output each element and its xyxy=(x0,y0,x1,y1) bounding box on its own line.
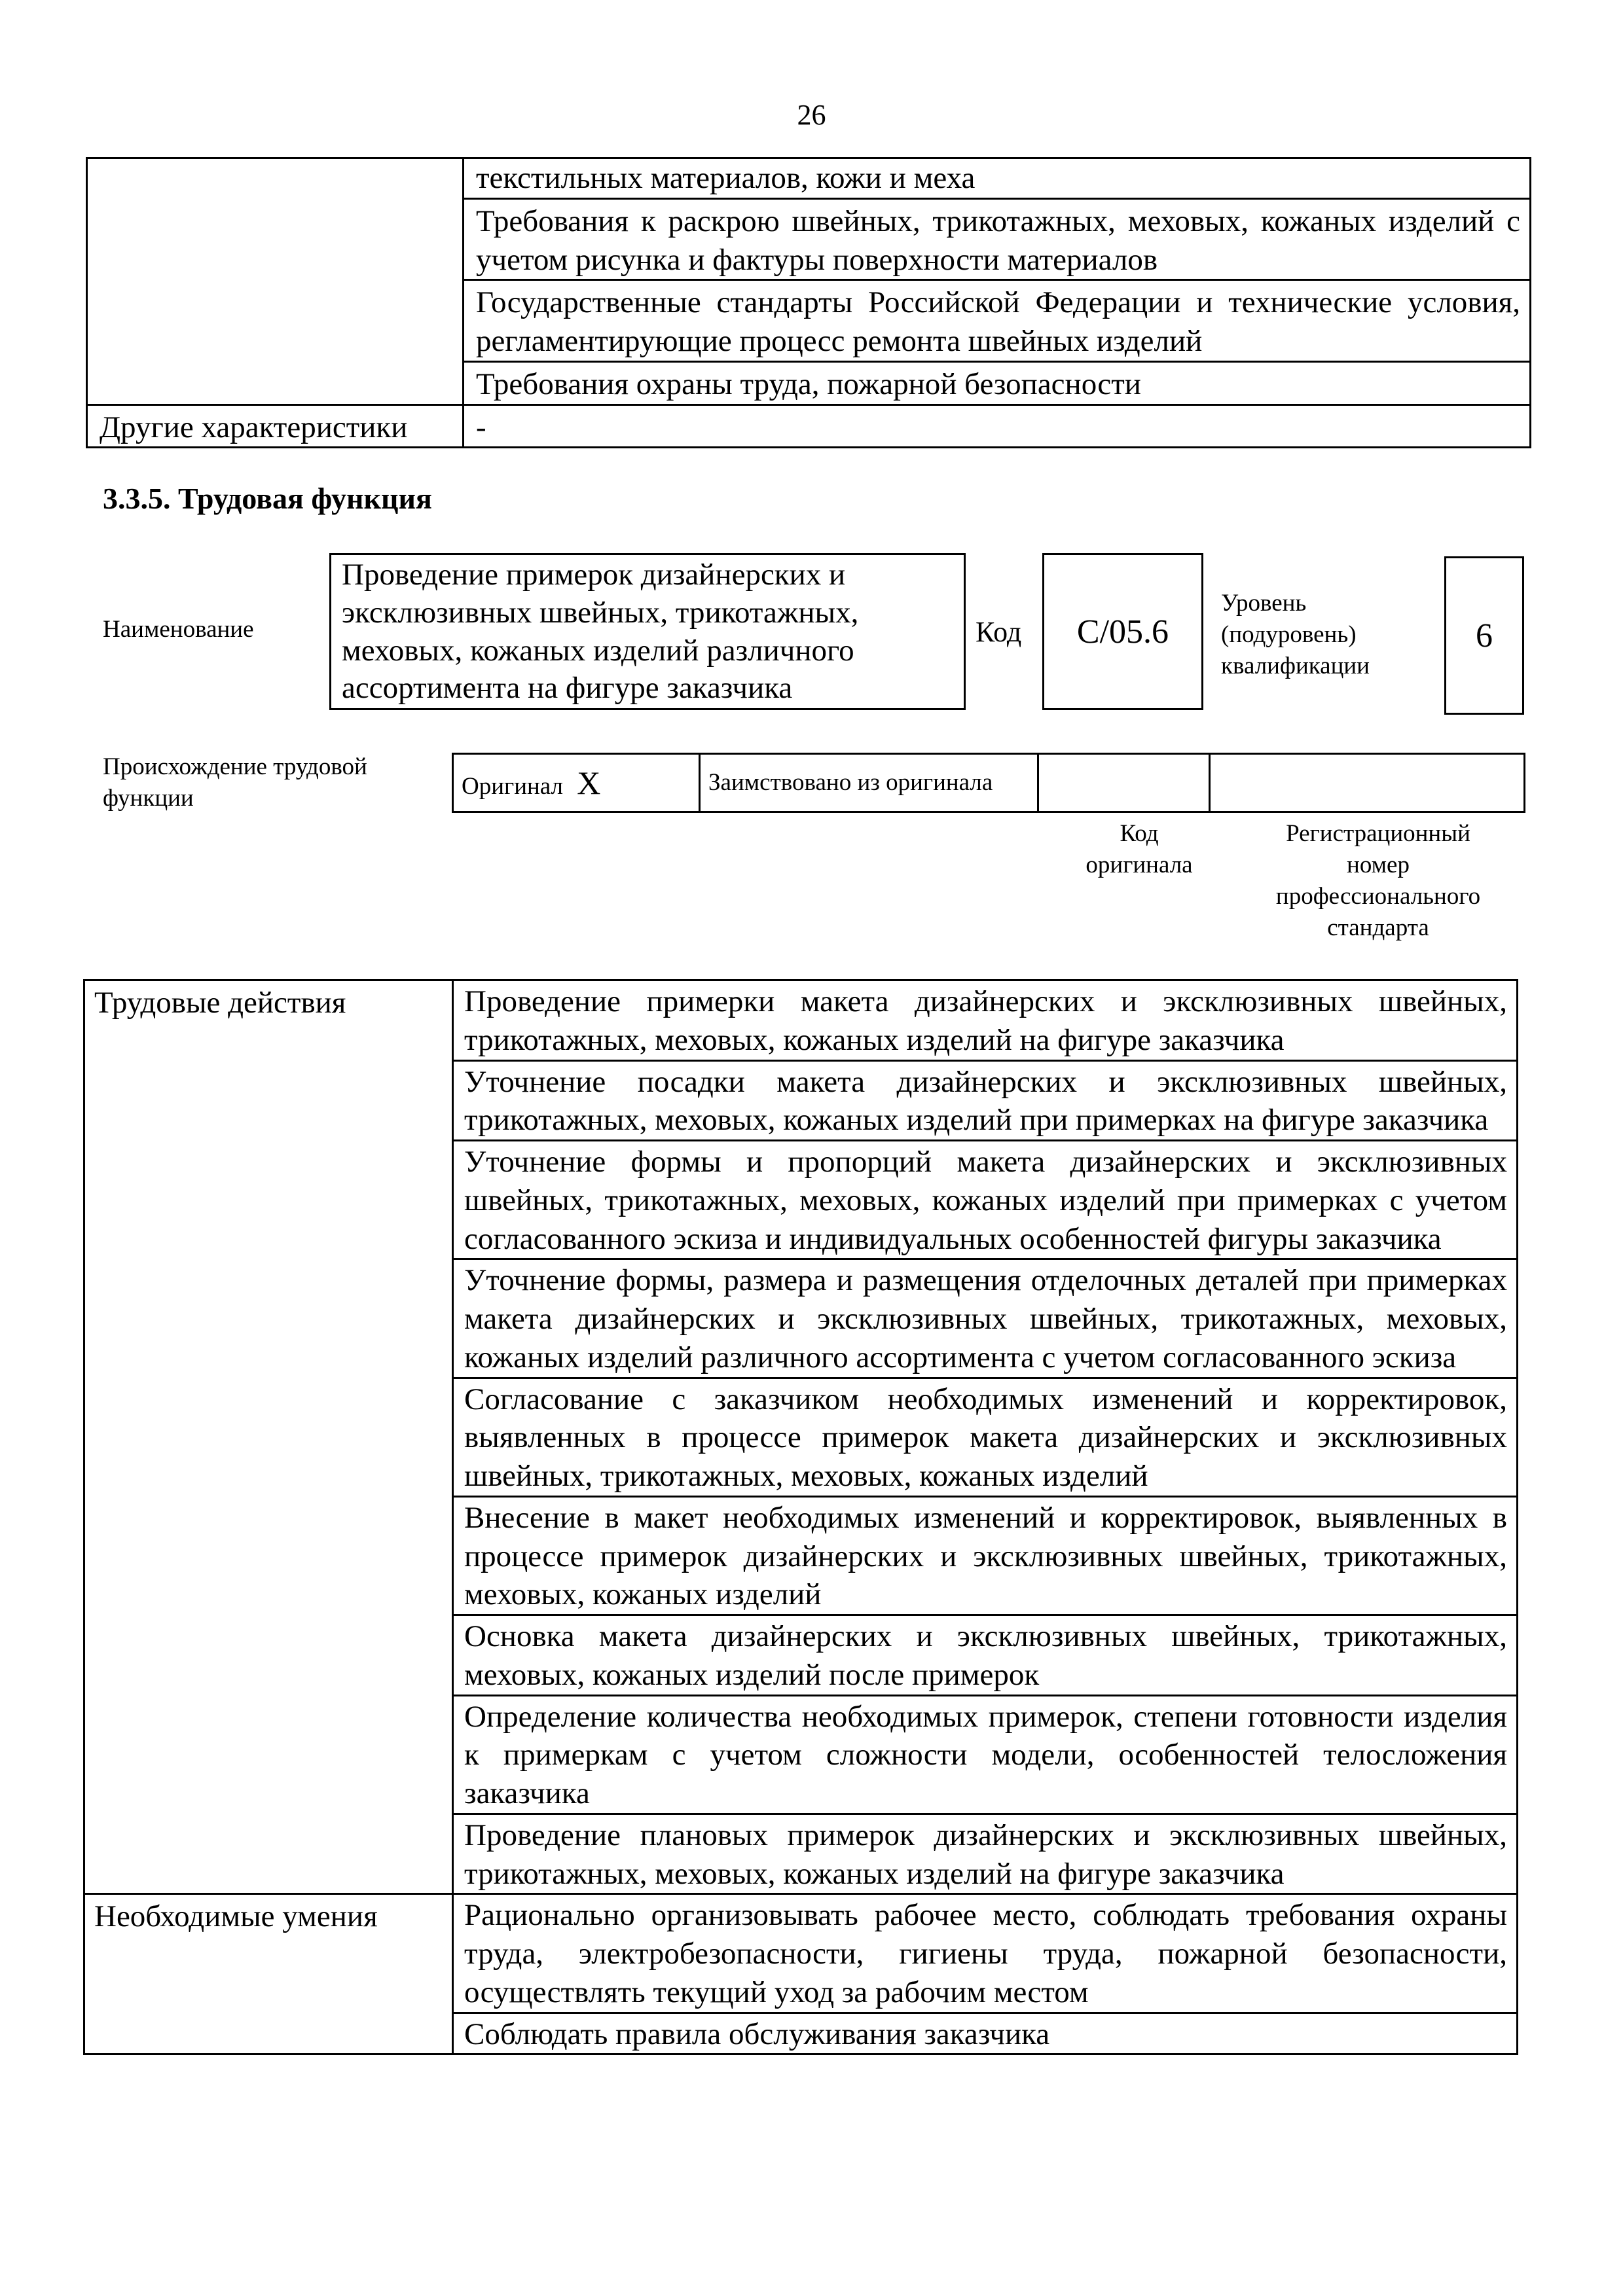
other-characteristics-value: - xyxy=(464,404,1531,448)
knowledge-table-continued xyxy=(86,157,1531,448)
caption-line: Код xyxy=(1120,820,1159,847)
origin-label xyxy=(103,751,367,814)
caption-line: профессионального xyxy=(1275,883,1481,910)
caption-line: стандарта xyxy=(1327,914,1429,942)
table-row: Проведение примерки макета дизайнерских и эксклюзивных швейных, трикотажных, меховых, кожаных изделий на фигуре заказчика xyxy=(453,980,1518,1061)
required-skills-label: Необходимые умения xyxy=(84,1894,453,2054)
qualification-level: 6 xyxy=(1444,556,1524,715)
other-characteristics-label: Другие характеристики xyxy=(87,404,464,448)
table-row: Согласование с заказчиком необходимых изменений и корректировок, выявленных в процессе примерок макета дизайнерских и эксклюзивных швейных, трикотажных, меховых, кожаных изделий xyxy=(453,1378,1518,1496)
caption-line: оригинала xyxy=(1085,852,1193,879)
caption-line: номер xyxy=(1347,852,1410,879)
caption-line: Регистрационный xyxy=(1286,820,1470,847)
table-row: Уточнение формы и пропорций макета дизайнерских и эксклюзивных швейных, трикотажных, меховых, кожаных изделий при примерках с учетом согласованного эскиза и индивидуальных особенностей фигуры заказчика xyxy=(453,1141,1518,1259)
name-label: Наименование xyxy=(103,616,254,643)
labor-actions-label: Трудовые действия xyxy=(84,980,453,1894)
origin-table xyxy=(452,753,1525,813)
page-number: 26 xyxy=(797,99,826,131)
labor-actions-table xyxy=(83,979,1518,2055)
table-row: Внесение в макет необходимых изменений и корректировок, выявленных в процессе примерок дизайнерских и эксклюзивных швейных, трикотажных, меховых, кожаных изделий xyxy=(453,1496,1518,1615)
function-code: С/05.6 xyxy=(1042,553,1203,710)
table-row: Соблюдать правила обслуживания заказчика xyxy=(453,2013,1518,2054)
level-label-line: квалификации xyxy=(1221,653,1370,680)
table-row: текстильных материалов, кожи и меха xyxy=(464,158,1531,199)
origin-label-line: Происхождение трудовой xyxy=(103,753,367,780)
level-label xyxy=(1221,588,1370,682)
table-row: Требования к раскрою швейных, трикотажных, меховых, кожаных изделий с учетом рисунка и фактуры поверхности материалов xyxy=(464,198,1531,280)
table-row: Уточнение посадки макета дизайнерских и эксклюзивных швейных, трикотажных, меховых, кожаных изделий при примерках на фигуре заказчика xyxy=(453,1060,1518,1141)
original-mark: X xyxy=(577,764,601,801)
table-row: Основка макета дизайнерских и эксклюзивных швейных, трикотажных, меховых, кожаных изделий после примерок xyxy=(453,1615,1518,1696)
function-name: Проведение примерок дизайнерских и эксклюзивных швейных, трикотажных, меховых, кожаных изделий различного ассортимента на фигуре заказчика xyxy=(329,553,966,710)
level-label-line: Уровень xyxy=(1221,590,1307,617)
table-row: Государственные стандарты Российской Федерации и технические условия, регламентирующие процесс ремонта швейных изделий xyxy=(464,280,1531,362)
table-row: Рационально организовывать рабочее место, соблюдать требования охраны труда, электробезопасности, гигиены труда, пожарной безопасности, осуществлять текущий уход за рабочим местом xyxy=(453,1894,1518,2013)
registration-number-cell xyxy=(1210,754,1525,812)
original-code-cell xyxy=(1038,754,1210,812)
origin-label-line: функции xyxy=(103,785,194,812)
origin-original-cell xyxy=(453,754,700,812)
level-label-line: (подуровень) xyxy=(1221,621,1357,649)
table-row: Уточнение формы, размера и размещения отделочных деталей при примерках макета дизайнерских и эксклюзивных швейных, трикотажных, меховых, кожаных изделий различного ассортимента с учетом согласованного эскиза xyxy=(453,1259,1518,1378)
code-label: Код xyxy=(976,616,1022,648)
registration-number-caption xyxy=(1231,818,1525,944)
table-row: Требования охраны труда, пожарной безопасности xyxy=(464,361,1531,404)
section-title: 3.3.5. Трудовая функция xyxy=(103,482,432,515)
table-row: Определение количества необходимых примерок, степени готовности изделия к примеркам с учетом сложности модели, особенностей телосложения заказчика xyxy=(453,1695,1518,1814)
table-label-empty xyxy=(87,158,464,405)
original-code-caption xyxy=(1067,818,1211,881)
original-label: Оригинал xyxy=(462,772,564,800)
table-row: Проведение плановых примерок дизайнерских и эксклюзивных швейных, трикотажных, меховых, кожаных изделий на фигуре заказчика xyxy=(453,1814,1518,1894)
borrowed-label: Заимствовано из оригинала xyxy=(700,754,1038,812)
